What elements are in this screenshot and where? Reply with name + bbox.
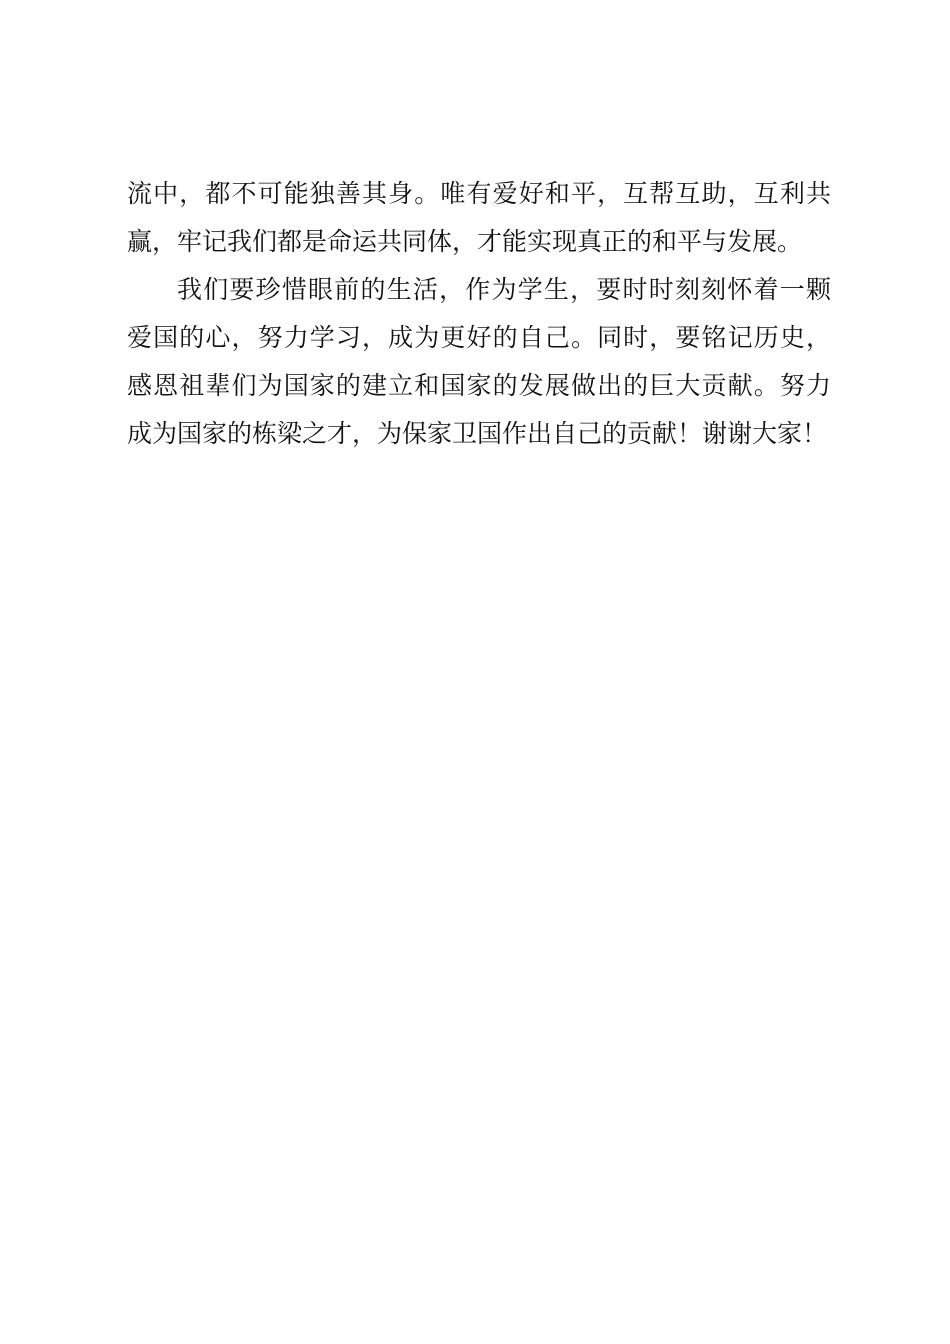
paragraph-2-line-3: 感恩祖辈们为国家的建立和国家的发展做出的巨大贡献。努力	[127, 371, 831, 400]
paragraph-1-line-1: 流中，都不可能独善其身。唯有爱好和平，互帮互助，互利共	[127, 179, 831, 208]
paragraph-2-line-2: 爱国的心，努力学习，成为更好的自己。同时，要铭记历史，	[127, 323, 831, 352]
paragraph-2-line-1: 我们要珍惜眼前的生活，作为学生，要时时刻刻怀着一颗	[177, 275, 831, 304]
paragraph-2-line-4: 成为国家的栋梁之才，为保家卫国作出自己的贡献！谢谢大家！	[127, 419, 828, 448]
body-text	[127, 170, 831, 458]
paragraph-1-line-2: 赢，牢记我们都是命运共同体，才能实现真正的和平与发展。	[127, 227, 803, 256]
